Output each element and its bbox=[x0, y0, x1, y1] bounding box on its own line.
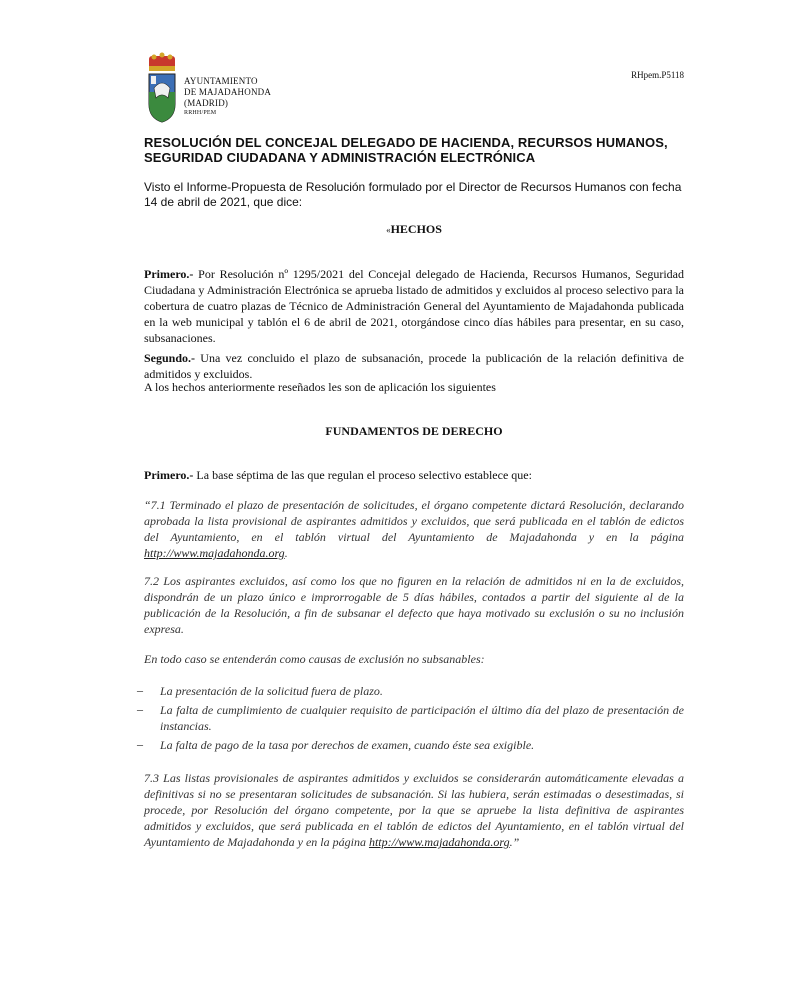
list-bullet: – bbox=[137, 737, 143, 751]
exclusion-item: La falta de cumplimiento de cualquier requisito de participación el último día del plazo de presentación de instancias. bbox=[160, 703, 684, 733]
quote-7-2: 7.2 Los aspirantes excluidos, así como los que no figuren en la relación de admitidos ni en la de excluidos, dispondrán de un plazo único e improrrogable de 5 días hábiles, contados a partir del siguiente al de la publicación de la Resolución, a fin de subsanar el defecto que haya motivado su exclusión o su no inclusión expresa. bbox=[144, 574, 684, 636]
quote-7-3 bbox=[144, 770, 684, 850]
quote-end: . bbox=[284, 546, 288, 560]
crown-jewel-left bbox=[152, 55, 157, 60]
quote-text: “7.1 Terminado el plazo de presentación de solicitudes, el órgano competente dictará Resolución, declarando aprobada la lista provisional de aspirantes admitidos y excluidos, que será publicada en el tablón de edictos del Ayuntamiento, en el tablón virtual del Ayuntamiento de Majadahonda y en la página bbox=[144, 498, 684, 544]
facts-closing: A los hechos anteriormente reseñados les son de aplicación los siguientes bbox=[144, 380, 496, 394]
shield-lower bbox=[149, 92, 175, 122]
department-code: RRHH/PEM bbox=[184, 110, 217, 116]
intro-paragraph: Visto el Informe-Propuesta de Resolución formulado por el Director de Recursos Humanos con fecha 14 de abril de 2021, que dice: bbox=[144, 180, 682, 209]
website-link[interactable]: http://www.majadahonda.org bbox=[144, 546, 285, 560]
org-line: (MADRID) bbox=[184, 98, 229, 108]
quote-end: .” bbox=[509, 835, 520, 849]
document-reference: RHpem.P5118 bbox=[631, 70, 684, 80]
municipal-crest-icon bbox=[144, 52, 180, 124]
shield-quarter bbox=[151, 76, 156, 84]
quote-text: 7.3 Las listas provisionales de aspirantes admitidos y excluidos se considerarán automáticamente elevadas a definitivas si no se presentaran solicitudes de subsanación. Si las hubiera, serán estimadas o desestimadas, si procede, por Resolución del órgano competente, por la que se apruebe la lista definitiva de aspirantes admitidos y excluidos, que será publicada en el tablón de edictos del Ayuntamiento, en el tablón virtual del Ayuntamiento de Majadahonda y en la página bbox=[144, 771, 684, 849]
fact-text: Una vez concluido el plazo de subsanación, procede la publicación de la relación definitiva de admitidos y excluidos. bbox=[144, 351, 684, 381]
org-line: AYUNTAMIENTO bbox=[184, 76, 258, 86]
fundamento-first bbox=[144, 467, 684, 483]
fundamento-label: Primero.- bbox=[144, 468, 194, 482]
fact-label: Primero.- bbox=[144, 267, 194, 281]
org-line: DE MAJADAHONDA bbox=[184, 87, 272, 97]
crown-jewel-right bbox=[168, 55, 173, 60]
fact-text: Por Resolución nº 1295/2021 del Concejal delegado de Hacienda, Recursos Humanos, Seguridad Ciudadana y Administración Electrónica se aprueba listado de admitidos y excluidos al proceso selectivo para la cobertura de cuatro plazas de Técnico de Administración General del Ayuntamiento de Majadahonda publicada en la web municipal y tablón el 6 de abril de 2021, otorgándose cinco días hábiles para presentar, en su caso, subsanaciones. bbox=[144, 267, 684, 345]
title-line: RESOLUCIÓN DEL CONCEJAL DELEGADO DE HACIENDA, RECURSOS HUMANOS, bbox=[144, 135, 668, 150]
fundamento-text: La base séptima de las que regulan el proceso selectivo establece que: bbox=[193, 468, 532, 482]
list-bullet: – bbox=[137, 683, 143, 697]
website-link[interactable]: http://www.majadahonda.org bbox=[368, 835, 510, 849]
resolution-title bbox=[144, 135, 684, 165]
fundamentos-heading: FUNDAMENTOS DE DERECHO bbox=[325, 424, 503, 438]
fact-second bbox=[144, 350, 684, 382]
title-line: SEGURIDAD CIUDADANA Y ADMINISTRACIÓN ELECTRÓNICA bbox=[144, 150, 536, 165]
crown-jewel-center bbox=[160, 53, 165, 58]
quote-7-1 bbox=[144, 497, 684, 561]
crown-band bbox=[149, 66, 175, 71]
fact-first bbox=[144, 266, 684, 346]
exclusion-intro: En todo caso se entenderán como causas de exclusión no subsanables: bbox=[144, 652, 485, 666]
exclusion-item: La falta de pago de la tasa por derechos de examen, cuando éste sea exigible. bbox=[160, 738, 535, 752]
hechos-heading bbox=[144, 222, 684, 237]
exclusion-item: La presentación de la solicitud fuera de plazo. bbox=[160, 684, 383, 698]
hechos-label: HECHOS bbox=[390, 222, 442, 236]
list-bullet: – bbox=[137, 702, 143, 716]
open-quote: « bbox=[386, 225, 391, 235]
fact-label: Segundo.- bbox=[144, 351, 196, 365]
organization-name bbox=[184, 76, 271, 117]
